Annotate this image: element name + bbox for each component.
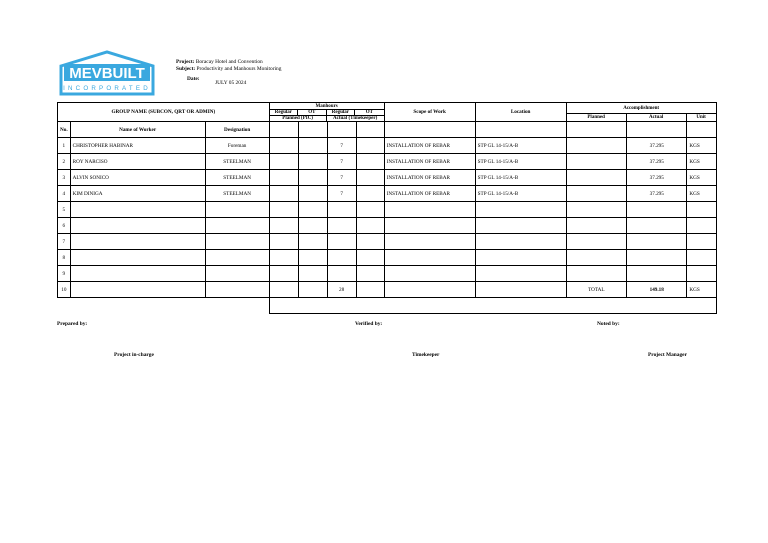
actual-ot xyxy=(356,138,384,154)
logo-house-icon xyxy=(58,50,156,96)
unit: KGS xyxy=(687,170,716,186)
planned-ot xyxy=(298,170,327,186)
row-no: 2 xyxy=(58,154,71,170)
empty-cell xyxy=(687,218,716,234)
empty-cell xyxy=(687,122,716,138)
unit: KGS xyxy=(687,138,716,154)
empty-cell xyxy=(205,234,269,250)
table-row xyxy=(58,266,717,282)
empty-cell xyxy=(627,234,687,250)
empty-cell xyxy=(384,202,475,218)
row-no: 3 xyxy=(58,170,71,186)
empty-cell xyxy=(687,266,716,282)
empty-cell xyxy=(475,122,566,138)
scope-of-work: INSTALLATION OF REBAR xyxy=(384,138,475,154)
empty-cell xyxy=(687,250,716,266)
actual-timekeeper-header: Actual (Timekeeper) xyxy=(327,115,384,121)
actual-regular: 7 xyxy=(327,170,356,186)
empty-cell xyxy=(269,234,298,250)
project-info xyxy=(176,59,281,73)
row-no: 8 xyxy=(58,250,71,266)
empty-cell xyxy=(566,202,626,218)
empty-cell xyxy=(269,266,298,282)
table-row xyxy=(58,154,717,170)
project-in-charge-label: Project in-charge xyxy=(114,352,154,358)
accomplishment-title: Accomplishment xyxy=(623,105,660,111)
planned-regular xyxy=(269,170,298,186)
worker-designation: STEELMAN xyxy=(205,154,269,170)
actual-regular: 7 xyxy=(327,138,356,154)
empty-cell xyxy=(70,202,205,218)
empty-cell xyxy=(356,122,384,138)
row-no: 6 xyxy=(58,218,71,234)
group-name-header: GROUP NAME (SUBCON, QRT OR ADMIN) xyxy=(58,103,270,122)
column-labels-row xyxy=(58,122,717,138)
timekeeper-label: Timekeeper xyxy=(412,352,440,358)
planned-accomplishment xyxy=(566,138,626,154)
empty-cell xyxy=(566,218,626,234)
date-value: JULY 05 2024 xyxy=(215,80,247,86)
empty-cell xyxy=(298,282,327,298)
actual-ot xyxy=(356,154,384,170)
empty-cell xyxy=(475,250,566,266)
row-no: 9 xyxy=(58,266,71,282)
no-header: No. xyxy=(58,122,71,138)
empty-cell xyxy=(205,202,269,218)
empty-cell xyxy=(687,202,716,218)
planned-pic-header: Planned (PIC) xyxy=(270,115,327,121)
planned-ot-header: OT xyxy=(298,109,327,115)
empty-cell xyxy=(269,282,298,298)
table-row xyxy=(58,170,717,186)
accomplishment-header xyxy=(566,103,716,122)
actual-regular-header: Regular xyxy=(327,109,356,115)
planned-header: Planned xyxy=(567,113,627,121)
empty-cell xyxy=(205,250,269,266)
location-header: Location xyxy=(475,103,566,122)
total-unit: KGS xyxy=(687,282,716,298)
unit: KGS xyxy=(687,186,716,202)
empty-cell xyxy=(269,202,298,218)
empty-cell xyxy=(475,202,566,218)
location: STP GL 14-15/A-B xyxy=(475,138,566,154)
project-label: Project: xyxy=(176,59,195,65)
planned-accomplishment xyxy=(566,154,626,170)
project-manager-label: Project Manager xyxy=(648,352,687,358)
table-header-row xyxy=(58,103,717,122)
empty-cell xyxy=(70,234,205,250)
empty-cell xyxy=(566,266,626,282)
planned-accomplishment xyxy=(566,186,626,202)
actual-ot xyxy=(356,186,384,202)
table-row xyxy=(58,234,717,250)
empty-cell xyxy=(384,266,475,282)
worker-designation: STEELMAN xyxy=(205,186,269,202)
empty-cell xyxy=(566,250,626,266)
empty-cell xyxy=(627,122,687,138)
worker-designation: STEELMAN xyxy=(205,170,269,186)
total-actual-accomplishment: 149.18 xyxy=(627,282,687,298)
logo-brand-text: MEVBUILT xyxy=(69,65,145,82)
empty-cell xyxy=(205,282,269,298)
worker-designation: Foreman xyxy=(205,138,269,154)
scope-of-work: INSTALLATION OF REBAR xyxy=(384,154,475,170)
empty-cell xyxy=(356,202,384,218)
empty-cell xyxy=(298,250,327,266)
manhours-title: Manhours xyxy=(315,103,338,109)
empty-cell xyxy=(627,266,687,282)
row-no: 1 xyxy=(58,138,71,154)
planned-ot xyxy=(298,138,327,154)
footer-box-row xyxy=(58,298,717,314)
empty-cell xyxy=(70,218,205,234)
prepared-by-label: Prepared by: xyxy=(57,321,88,327)
empty-cell xyxy=(356,250,384,266)
name-of-worker-header: Name of Worker xyxy=(70,122,205,138)
row-no: 5 xyxy=(58,202,71,218)
actual-accomplishment: 37.295 xyxy=(627,154,687,170)
planned-ot xyxy=(298,154,327,170)
total-label: TOTAL xyxy=(566,282,626,298)
empty-cell xyxy=(327,218,356,234)
empty-cell xyxy=(356,234,384,250)
manhours-header xyxy=(269,103,384,122)
empty-cell xyxy=(475,266,566,282)
actual-accomplishment: 37.295 xyxy=(627,170,687,186)
empty-cell xyxy=(269,218,298,234)
planned-regular xyxy=(269,138,298,154)
row-no: 4 xyxy=(58,186,71,202)
planned-regular xyxy=(269,154,298,170)
table-row xyxy=(58,218,717,234)
actual-ot xyxy=(356,170,384,186)
empty-cell xyxy=(627,250,687,266)
logo-tagline-text: INCORPORATED xyxy=(63,85,151,92)
subject-label: Subject: xyxy=(176,66,196,73)
worker-name: KIM DINIGA xyxy=(70,186,205,202)
subject-text: Productivity and Manhours Monitoring xyxy=(196,66,282,73)
empty-cell xyxy=(269,250,298,266)
empty-cell xyxy=(70,266,205,282)
table-row xyxy=(58,138,717,154)
planned-ot xyxy=(298,186,327,202)
empty-cell xyxy=(566,122,626,138)
planned-accomplishment xyxy=(566,170,626,186)
actual-accomplishment: 37.295 xyxy=(627,138,687,154)
empty-cell xyxy=(627,202,687,218)
empty-cell xyxy=(356,218,384,234)
empty-cell xyxy=(566,234,626,250)
row-no: 7 xyxy=(58,234,71,250)
unit-header: Unit xyxy=(687,113,716,121)
location: STP GL 14-15/A-B xyxy=(475,170,566,186)
empty-cell xyxy=(298,234,327,250)
verified-by-label: Verified by: xyxy=(355,321,383,327)
empty-cell xyxy=(384,234,475,250)
footer-box xyxy=(269,298,716,314)
planned-regular-header: Regular xyxy=(270,109,299,115)
empty-cell xyxy=(298,218,327,234)
worker-name: ALVIN SONICO xyxy=(70,170,205,186)
actual-ot-header: OT xyxy=(355,109,384,115)
empty-cell xyxy=(384,282,475,298)
table-row xyxy=(58,250,717,266)
scope-of-work: INSTALLATION OF REBAR xyxy=(384,186,475,202)
worker-name: ROY NARCISO xyxy=(70,154,205,170)
table-row xyxy=(58,186,717,202)
actual-accomplishment: 37.295 xyxy=(627,186,687,202)
empty-cell xyxy=(356,266,384,282)
location: STP GL 14-15/A-B xyxy=(475,154,566,170)
actual-header: Actual xyxy=(627,113,687,121)
empty-cell xyxy=(298,122,327,138)
empty-cell xyxy=(327,266,356,282)
scope-of-work: INSTALLATION OF REBAR xyxy=(384,170,475,186)
empty-cell xyxy=(327,234,356,250)
date-label: Date: xyxy=(187,76,200,82)
total-actual-regular: 28 xyxy=(327,282,356,298)
planned-regular xyxy=(269,186,298,202)
empty-cell xyxy=(327,250,356,266)
worker-name: CHRISTOPHER HABINAR xyxy=(70,138,205,154)
location: STP GL 14-15/A-B xyxy=(475,186,566,202)
empty-cell xyxy=(327,122,356,138)
designation-header: Designation xyxy=(205,122,269,138)
empty-cell xyxy=(298,266,327,282)
project-name: Boracay Hotel and Convention xyxy=(195,59,263,65)
row-no: 10 xyxy=(58,282,71,298)
empty-cell xyxy=(327,202,356,218)
empty-cell xyxy=(205,266,269,282)
empty-cell xyxy=(298,202,327,218)
empty-cell xyxy=(384,122,475,138)
empty-cell xyxy=(205,218,269,234)
manhours-table xyxy=(57,102,717,314)
empty-cell xyxy=(70,250,205,266)
table-row xyxy=(58,202,717,218)
actual-regular: 7 xyxy=(327,186,356,202)
noted-by-label: Noted by: xyxy=(597,321,620,327)
empty-cell xyxy=(475,282,566,298)
empty-cell xyxy=(687,234,716,250)
unit: KGS xyxy=(687,154,716,170)
empty-cell xyxy=(58,298,270,314)
total-row xyxy=(58,282,717,298)
empty-cell xyxy=(627,218,687,234)
scope-header: Scope of Work xyxy=(384,103,475,122)
empty-cell xyxy=(356,282,384,298)
empty-cell xyxy=(269,122,298,138)
empty-cell xyxy=(475,234,566,250)
company-logo xyxy=(58,50,156,96)
empty-cell xyxy=(475,218,566,234)
empty-cell xyxy=(384,250,475,266)
actual-regular: 7 xyxy=(327,154,356,170)
empty-cell xyxy=(70,282,205,298)
empty-cell xyxy=(384,218,475,234)
